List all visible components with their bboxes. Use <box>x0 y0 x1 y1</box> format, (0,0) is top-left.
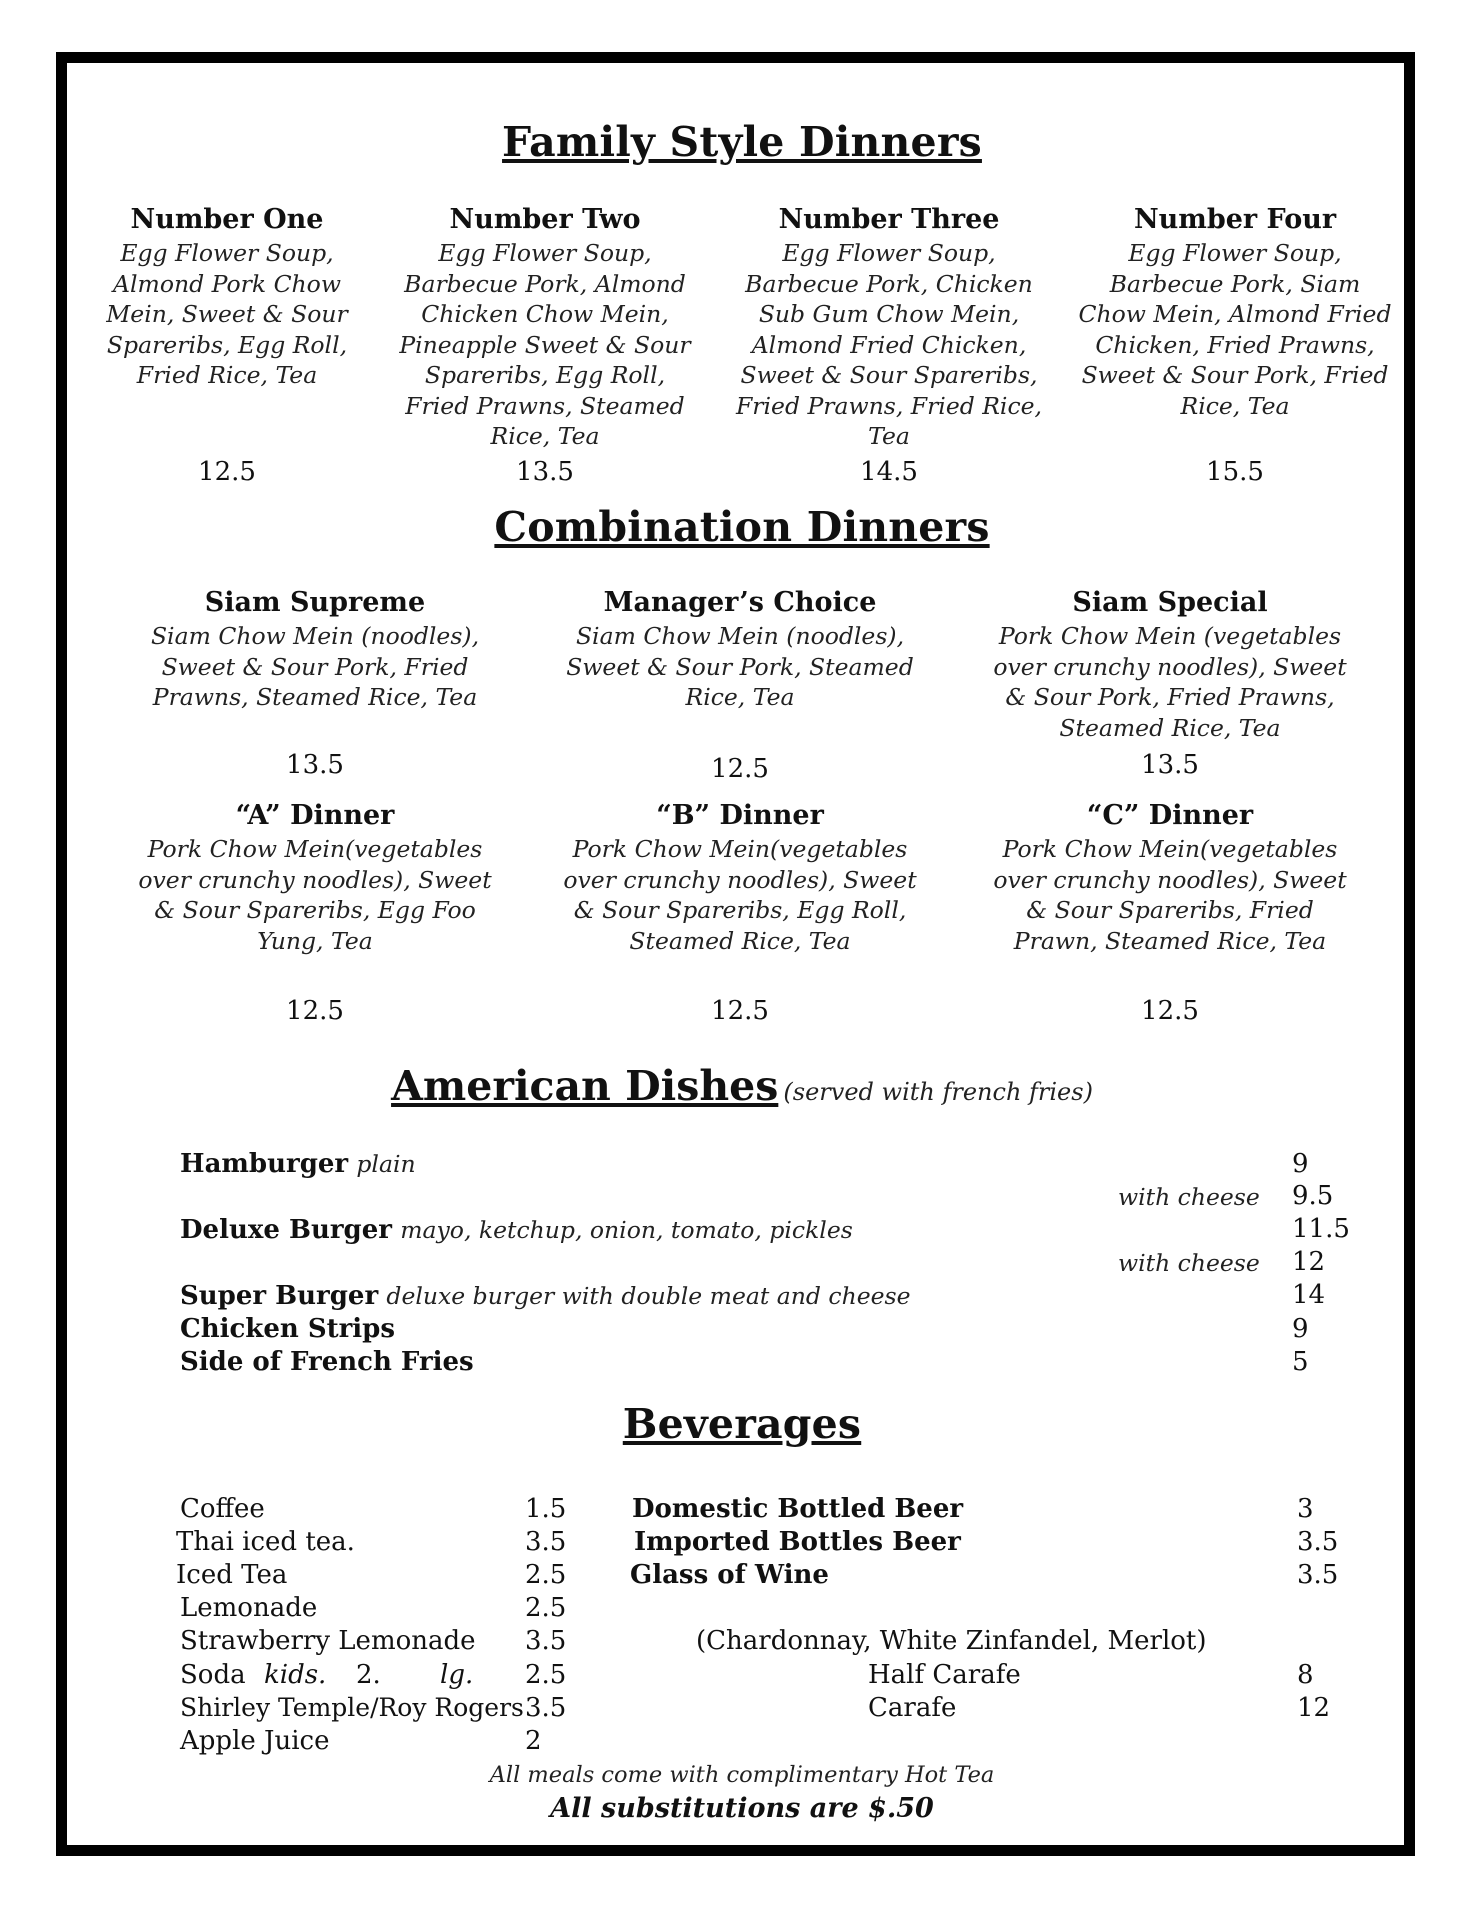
beverage-name: Iced Tea <box>176 1560 288 1590</box>
soda-kids-price: 2. <box>356 1660 381 1690</box>
dinner-description: Egg Flower Soup, Barbecue Pork, Siam Chow Mein, Almond Fried Chicken, Fried Prawns, Sweet & Sour Pork, Fried Rice, Tea <box>1078 239 1392 420</box>
beverage-name: Lemonade <box>180 1593 318 1623</box>
dinner-price: 13.5 <box>516 457 574 487</box>
combination-item <box>555 798 925 956</box>
item-price: 5 <box>1292 1347 1309 1377</box>
item-name: Super Burger <box>180 1281 379 1311</box>
beverage-name: Shirley Temple/Roy Rogers <box>180 1693 524 1722</box>
combination-item <box>565 585 915 713</box>
item-name: Deluxe Burger <box>180 1215 392 1245</box>
beverage-name: Thai iced tea. <box>176 1527 355 1557</box>
dinner-name: “A” Dinner <box>235 800 395 831</box>
combination-item <box>130 798 500 956</box>
beverage-price: 2 <box>525 1726 542 1756</box>
beverage-name: Apple Juice <box>180 1726 330 1756</box>
beverage-price: 2.5 <box>525 1660 567 1690</box>
beverages-title: Beverages <box>622 1400 862 1448</box>
dinner-description: Siam Chow Mein (noodles), Sweet & Sour Pork, Fried Prawns, Steamed Rice, Tea <box>150 622 480 711</box>
dinner-price: 12.5 <box>711 754 769 784</box>
item-price: 12 <box>1292 1247 1326 1277</box>
american-dishes-title: American Dishes <box>391 1062 779 1110</box>
dinner-description: Siam Chow Mein (noodles), Sweet & Sour Pork, Steamed Rice, Tea <box>566 622 914 711</box>
beverage-price: 8 <box>1297 1660 1314 1690</box>
item-price: 9 <box>1292 1314 1309 1344</box>
beverage-price: 3.5 <box>1297 1527 1339 1557</box>
beverage-name: Coffee <box>180 1494 265 1524</box>
item-price: 9 <box>1292 1149 1309 1179</box>
american-item <box>180 1149 416 1179</box>
dinner-name: Number Three <box>778 204 1000 235</box>
dinner-name: Manager’s Choice <box>603 587 877 618</box>
beverage-name: Glass of Wine <box>630 1560 829 1590</box>
beverage-price: 3.5 <box>525 1527 567 1557</box>
wine-types: (Chardonnay, White Zinfandel, Merlot) <box>696 1626 1207 1656</box>
beverage-name: Half Carafe <box>868 1660 1021 1690</box>
dinner-price: 13.5 <box>286 750 344 780</box>
dinner-price: 12.5 <box>1141 996 1199 1026</box>
item-price: 9.5 <box>1292 1181 1334 1211</box>
dinner-name: Siam Special <box>1072 587 1268 618</box>
american-item <box>180 1314 395 1344</box>
dinner-name: Siam Supreme <box>204 587 426 618</box>
dinner-price: 12.5 <box>198 457 256 487</box>
dinner-price: 12.5 <box>286 996 344 1026</box>
soda-large-label: lg. <box>440 1660 474 1690</box>
beverage-name: Domestic Bottled Beer <box>632 1494 964 1524</box>
family-item <box>103 202 351 391</box>
cheese-option-label: with cheese <box>1118 1249 1260 1277</box>
dinner-description: Pork Chow Mein (vegetables over crunchy noodles), Sweet & Sour Pork, Fried Prawns, Steamed Rice, Tea <box>993 622 1347 742</box>
item-name: Side of French Fries <box>180 1347 474 1377</box>
dinner-name: “C” Dinner <box>1086 800 1254 831</box>
family-item <box>1075 202 1395 421</box>
beverage-price: 3.5 <box>525 1693 567 1723</box>
combination-dinners-title: Combination Dinners <box>494 503 990 551</box>
beverage-price: 2.5 <box>525 1560 567 1590</box>
item-name: Chicken Strips <box>180 1314 395 1344</box>
dinner-description: Pork Chow Mein(vegetables over crunchy noodles), Sweet & Sour Spareribs, Egg Roll, Steamed Rice, Tea <box>563 835 917 955</box>
dinner-price: 13.5 <box>1141 750 1199 780</box>
item-name: Hamburger <box>180 1149 349 1179</box>
item-price: 14 <box>1292 1280 1326 1310</box>
item-description: deluxe burger with double meat and cheese <box>386 1282 911 1310</box>
dinner-description: Egg Flower Soup, Almond Pork Chow Mein, Sweet & Sour Spareribs, Egg Roll, Fried Rice, Tea <box>106 239 348 389</box>
item-description: plain <box>356 1150 416 1178</box>
beverage-name: Soda <box>180 1660 246 1690</box>
cheese-option-label: with cheese <box>1118 1183 1260 1211</box>
dinner-description: Egg Flower Soup, Barbecue Pork, Almond Chicken Chow Mein, Pineapple Sweet & Sour Spareribs, Egg Roll, Fried Prawns, Steamed Rice, Tea <box>399 239 691 450</box>
combination-item <box>985 798 1355 956</box>
dinner-name: “B” Dinner <box>656 800 824 831</box>
beverage-price: 3.5 <box>1297 1560 1339 1590</box>
beverage-name: Imported Bottles Beer <box>634 1527 961 1557</box>
beverage-name: Carafe <box>868 1693 957 1723</box>
dinner-description: Egg Flower Soup, Barbecue Pork, Chicken Sub Gum Chow Mein, Almond Fried Chicken, Sweet & Sour Spareribs, Fried Prawns, Fried Rice, Tea <box>735 239 1042 450</box>
american-item <box>180 1347 474 1377</box>
dinner-name: Number One <box>130 204 324 235</box>
family-item <box>734 202 1044 452</box>
dinner-price: 12.5 <box>711 996 769 1026</box>
family-item <box>390 202 700 452</box>
combination-item <box>990 585 1350 743</box>
dinner-price: 15.5 <box>1206 457 1264 487</box>
dinner-description: Pork Chow Mein(vegetables over crunchy noodles), Sweet & Sour Spareribs, Egg Foo Yung, Tea <box>138 835 492 955</box>
complimentary-tea-note: All meals come with complimentary Hot Tea <box>489 1762 995 1788</box>
beverage-price: 1.5 <box>525 1494 567 1524</box>
dinner-name: Number Four <box>1133 204 1337 235</box>
beverage-price: 3.5 <box>525 1626 567 1656</box>
beverage-name: Strawberry Lemonade <box>180 1626 476 1656</box>
combination-item <box>140 585 490 713</box>
dinner-name: Number Two <box>449 204 641 235</box>
beverage-price: 3 <box>1297 1494 1314 1524</box>
substitution-note: All substitutions are $.50 <box>550 1793 934 1824</box>
soda-kids-label: kids. <box>264 1660 327 1690</box>
beverage-price: 12 <box>1297 1693 1331 1723</box>
beverage-price: 2.5 <box>525 1593 567 1623</box>
american-dishes-heading <box>0 1062 1484 1110</box>
family-dinners-title: Family Style Dinners <box>502 118 982 166</box>
american-item <box>180 1215 853 1245</box>
dinner-price: 14.5 <box>860 457 918 487</box>
item-price: 11.5 <box>1292 1214 1350 1244</box>
dinner-description: Pork Chow Mein(vegetables over crunchy noodles), Sweet & Sour Spareribs, Fried Prawn, Steamed Rice, Tea <box>993 835 1347 955</box>
american-item <box>180 1281 911 1311</box>
american-dishes-subtitle: (served with french fries) <box>783 1078 1093 1106</box>
item-description: mayo, ketchup, onion, tomato, pickles <box>400 1216 853 1244</box>
